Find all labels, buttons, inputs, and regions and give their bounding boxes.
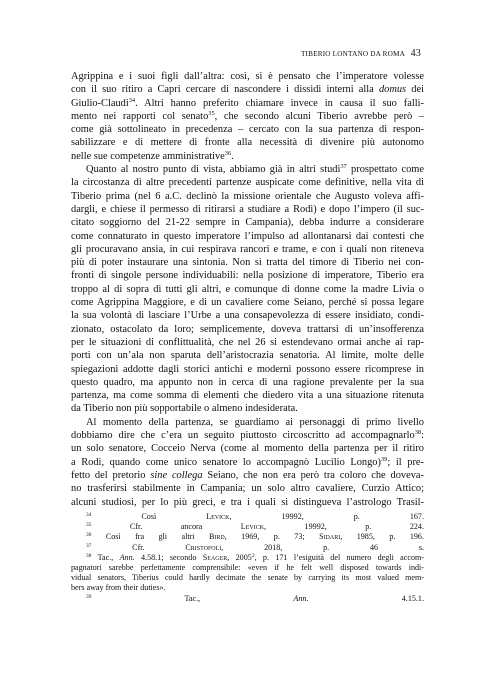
text-line: un solo senatore, Cocceio Nerva (come al momento della partenza per il ritiro — [71, 443, 424, 455]
text-line: questo quadro, ma appunto non in cerca di una ragione prevalente per la sua — [71, 376, 424, 388]
text-line: fetto del pretorio sine collega Seiano, che non era però tra coloro che doveva- — [71, 469, 424, 481]
text-line: dargli, e chiese il permesso di ritirarsi a studiare a Rodi) e dopo l’impero (il suc- — [71, 203, 424, 215]
text-line: Tiberio prima (nel 6 a.C. declinò la missione orientale che Augusto voleva affi- — [71, 190, 424, 202]
footnote: $^{39}$ Tac., Ann. 4.15.1. — [86, 593, 424, 603]
text-line: zionato, ostacolato da loro; semplicemente, doveva trattarsi di un’insofferenza — [71, 323, 424, 335]
running-head — [301, 48, 421, 59]
text-line: Quanto al nostro punto di vista, abbiamo già in altri studi$^{37}$ prospettato come — [86, 163, 424, 176]
text-line: come già sottolineato in precedenza – cercato con la sua partenza di respon- — [71, 124, 424, 136]
text-line: alcuni studiosi, per lo più greci, e tra i quali si distingueva l’astrologo Trasil- — [71, 496, 424, 508]
footnote: $^{34}$ Così Levick, 19992, p. 167. — [86, 512, 424, 521]
footnote-continuation: bers away from their duties». — [71, 583, 166, 593]
footnote-continuation: pagnatori sarebbe perfettamente comprensibile: «even if he felt well disposed towards indi- — [71, 562, 424, 572]
text-line: la sua volontà di lasciare l’Urbe a una consapevolezza di essere insidiato, condi- — [71, 310, 424, 322]
text-line: no trasferirsi stabilmente in Campania; un solo altro cavaliere, Curzio Attico; — [71, 483, 424, 495]
text-line: nelle sue competenze amministrative$^{36}$. — [71, 149, 234, 162]
text-line: la circostanza di altre precedenti partenze auspicate come definitive, nella vita di — [71, 177, 424, 189]
main-text — [71, 70, 424, 509]
footnote-continuation: vidual senators, Tiberius could hardly decimate the senate by carrying its most valued mem- — [71, 573, 424, 583]
text-line: citato soggiorno del 21-22 sempre in Campania), debba indurre a considerare — [71, 217, 424, 229]
text-line: troppo al di sopra di tutti gli altri, e comunque di donne come la madre Livia o — [71, 283, 424, 295]
text-line: spiegazioni addotte dagli storici antichi e moderni possono essere ricomprese in — [71, 363, 424, 375]
text-line: come connaturato in questo imperatore l’impulso ad allontanarsi dai contesti che — [71, 230, 424, 242]
footnote: $^{38}$ Tac., Ann. 4.58.1; secondo Seager, 2005$^2$, p. 171 l’esiguità del numero degli accom- — [86, 552, 424, 562]
text-line: sabilizzare e di mettere di fronte alla necessità di divenire più autonomo — [71, 137, 424, 149]
text-line: da Tiberio non più sopportabile o almeno indesiderata. — [71, 403, 298, 415]
text-line: con il suo ritiro a Capri cercare di nascondere i dissidi interni alla domus dei — [71, 84, 424, 96]
running-title: TIBERIO LONTANO DA ROMA — [300, 50, 405, 58]
footnote: $^{37}$ Cfr. Cristofoli, 2018, p. 46 s. — [86, 542, 424, 552]
text-line: mento nei rapporti col senato$^{35}$, che secondo alcuni Tiberio avrebbe però – — [71, 110, 424, 122]
text-line: porti con un’ala non sparuta dell’aristocrazia senatoria. Al limite, molte delle — [71, 350, 424, 362]
text-line: Giulio-Claudi$^{34}$. Altri hanno preferito chiamare invece in causa il suo falli- — [71, 96, 424, 109]
text-line: partenza, ma come somma di elementi che diedero vita a una situazione ritenuta — [71, 390, 424, 402]
text-line: più di poter instaurare una sintonia. Non si tratta del timore di Tiberio nei con- — [71, 257, 424, 269]
text-line: Al momento della partenza, se guardiamo ai personaggi di primo livello — [86, 416, 424, 428]
footnote: $^{35}$ Cfr. ancora Levick, 19992, p. 224. — [86, 522, 424, 532]
text-line: per le situazioni di conflittualità, che nel 26 si estendevano ormai anche ai rap- — [71, 336, 424, 348]
text-line: fronti di singole persone individuabili: nella posizione di imperatore, Tiberio era — [71, 270, 424, 282]
text-line: Agrippina e i suoi figli dall’altra: così, si è pensato che l’imperatore volesse — [71, 71, 424, 82]
footnotes — [71, 512, 424, 604]
text-line: gli procuravano ansia, in cui respirava rancori e trame, e con i quali non riteneva — [71, 243, 424, 255]
text-line: a Rodi, quando come unico senatore lo accompagnò Lucilio Longo)$^{39}$; il pre- — [71, 455, 424, 468]
page-number: 43 — [410, 48, 421, 59]
text-line: come Agrippina Maggiore, e di un cavaliere come Seiano, perché si possa legare — [71, 297, 424, 309]
text-line: dobbiamo dire che c’era un seguito piuttosto circoscritto ad accompagnarlo$^{38}$: — [71, 429, 424, 442]
footnote: $^{36}$ Così fra gli altri Bird, 1969, p. 73; Sidari, 1985, p. 196. — [86, 532, 424, 542]
